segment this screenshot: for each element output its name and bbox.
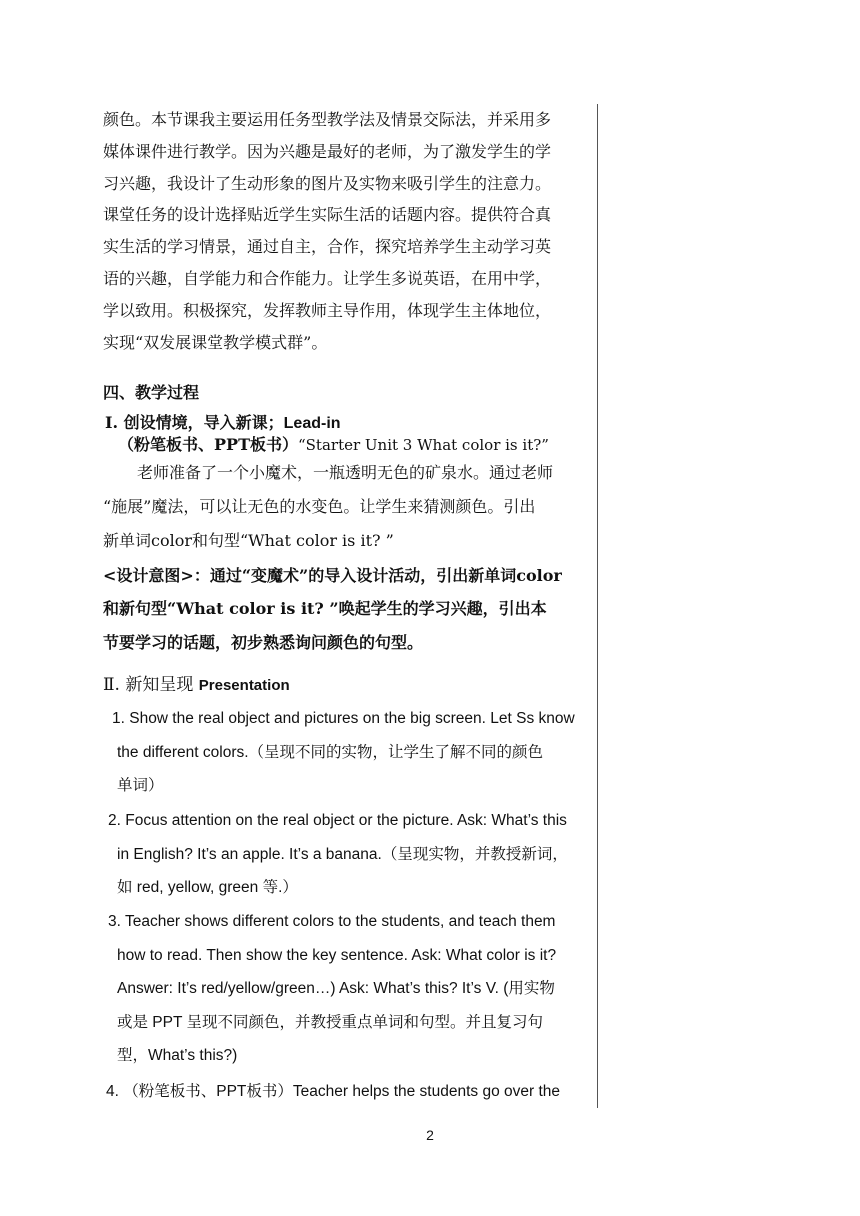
item-line: 或是 PPT 呈现不同颜色，并教授重点单词和句型。并且复习句	[117, 1013, 543, 1031]
item-line: 型，What’s this?)	[117, 1047, 238, 1064]
step1-heading-en: Lead-in	[283, 415, 341, 432]
presentation-item	[106, 1075, 560, 1109]
step1-body-line: 老师准备了一个小魔术，一瓶透明无色的矿泉水。通过老师	[137, 463, 554, 482]
presentation-item	[108, 905, 556, 1073]
intro-line: 学以致用。积极探究，发挥教师主导作用，体现学生主体地位，	[103, 300, 552, 320]
design-intent-line: 和新句型“What color is it? ”唤起学生的学习兴趣，引出本	[103, 599, 547, 618]
intro-line: 习兴趣，我设计了生动形象的图片及实物来吸引学生的注意力。	[103, 173, 552, 193]
intro-line: 媒体课件进行教学。因为兴趣是最好的老师，为了激发学生的学	[103, 141, 552, 161]
presentation-item	[108, 804, 568, 905]
step1-heading	[105, 410, 341, 433]
section-heading: 四、教学过程	[103, 383, 200, 402]
item-line: 4. （粉笔板书、PPT板书）Teacher helps the students go over the	[106, 1083, 560, 1100]
step1-body-line: “施展”魔法，可以让无色的水变色。让学生来猜测颜色。引出	[103, 497, 536, 516]
step2-heading	[103, 670, 290, 695]
table-border-line	[597, 104, 598, 1108]
item-line: in English? It’s an apple. It’s a banana.（呈现实物，并教授新词，	[117, 845, 568, 863]
intro-line: 实现“双发展课堂教学模式群”。	[103, 332, 328, 352]
presentation-item	[112, 702, 575, 803]
step1-heading-cn: Ⅰ. 创设情境，导入新课；	[105, 413, 284, 432]
board-line	[118, 432, 549, 455]
page-number: 2	[426, 1127, 434, 1143]
intro-line: 语的兴趣，自学能力和合作能力。让学生多说英语，在用中学，	[103, 268, 552, 288]
step2-heading-cn: Ⅱ. 新知呈现	[103, 675, 194, 695]
step2-heading-en: Presentation	[198, 677, 290, 694]
item-line: 3. Teacher shows different colors to the students, and teach them	[108, 913, 556, 930]
design-intent-line: <设计意图>：通过“变魔术”的导入设计活动，引出新单词color	[103, 566, 562, 585]
item-line: how to read. Then show the key sentence. Ask: What color is it?	[117, 946, 557, 964]
intro-paragraph	[103, 104, 589, 358]
board-label: （粉笔板书、PPT板书）	[118, 435, 298, 454]
item-line: the different colors.（呈现不同的实物，让学生了解不同的颜色	[117, 743, 544, 761]
step1-body-line: 新单词color和句型“What color is it? ”	[103, 531, 394, 550]
item-line: Answer: It’s red/yellow/green…) Ask: What’s this? It’s V. (用实物	[117, 980, 555, 997]
board-title: “Starter Unit 3 What color is it?”	[297, 436, 549, 454]
design-intent-line: 节要学习的话题，初步熟悉询问颜色的句型。	[103, 633, 424, 652]
item-line: 1. Show the real object and pictures on the big screen. Let Ss know	[112, 710, 575, 727]
intro-line: 颜色。本节课我主要运用任务型教学法及情景交际法，并采用多	[103, 110, 552, 129]
intro-line: 课堂任务的设计选择贴近学生实际生活的话题内容。提供符合真	[103, 205, 552, 225]
item-line: 单词）	[117, 777, 164, 794]
intro-line: 实生活的学习情景，通过自主，合作，探究培养学生主动学习英	[103, 237, 552, 257]
item-line: 如 red, yellow, green 等.）	[117, 879, 298, 896]
item-line: 2. Focus attention on the real object or the picture. Ask: What’s this	[108, 812, 567, 829]
